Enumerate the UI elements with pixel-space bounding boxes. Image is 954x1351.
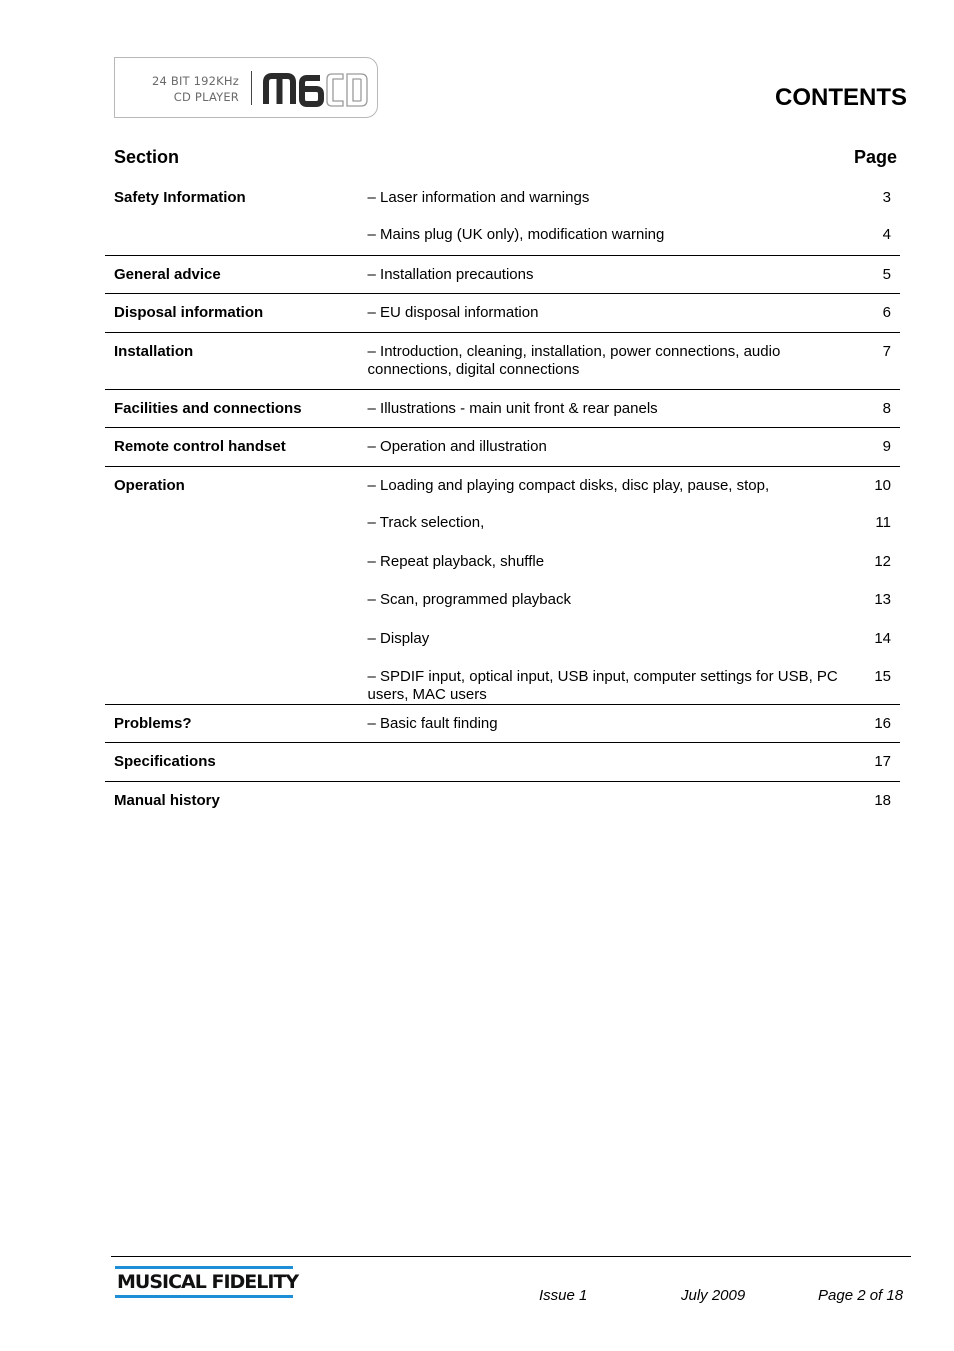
toc-row [105,178,900,216]
toc-page: 9 [874,427,900,466]
toc-section: Problems? [105,705,368,743]
toc-topic: – Basic fault finding [368,705,875,743]
toc-row [105,705,900,743]
toc-topic: – SPDIF input, optical input, USB input, computer settings for USB, PC users, MAC users [367,668,838,703]
toc-topic: – Laser information and warnings [367,189,590,206]
toc-section: Facilities and connections [105,389,368,427]
toc-topic: – Track selection, [367,514,485,531]
contents-table [105,178,900,820]
toc-section: Specifications [105,743,368,782]
issue-date: July 2009 [681,1287,746,1304]
toc-topic: – Illustrations - main unit front & rear panels [368,389,875,427]
logo-spec-text [152,73,239,105]
logo-divider [251,71,252,105]
toc-page: 13 [874,591,891,608]
toc-section [105,581,368,620]
toc-page: 18 [874,782,900,820]
toc-topic: – Loading and playing compact disks, disc play, pause, stop, [368,466,875,504]
toc-row [105,293,900,332]
toc-section: Remote control handset [105,427,368,466]
toc-row [105,216,900,255]
logo-line-1: 24 BIT 192KHz [151,74,239,88]
toc-page: 14 [874,630,891,647]
m6cd-logo-mark [263,68,373,108]
section-column-header: Section [114,147,180,167]
toc-topic: – Repeat playback, shuffle [367,553,545,570]
toc-page: 6 [874,293,900,332]
toc-page: 5 [874,255,900,293]
toc-page: 10 [874,466,900,504]
toc-section: General advice [105,255,368,293]
toc-page: 16 [874,705,900,743]
toc-section [105,216,368,255]
toc-row [105,658,900,705]
toc-row [105,427,900,466]
toc-row [105,782,900,820]
page-column-header: Page [853,147,897,167]
toc-page: 3 [882,189,891,206]
toc-page: 8 [874,389,900,427]
brand-name: MUSICAL FIDELITY [117,1271,299,1293]
toc-row [105,466,900,504]
toc-row [105,504,900,543]
toc-page: 7 [874,332,900,389]
toc-section: Disposal information [105,293,368,332]
toc-topic: – Introduction, cleaning, installation, power connections, audio connections, digital connections [368,332,875,389]
toc-section [105,504,368,543]
toc-topic [368,782,875,820]
toc-page: 12 [874,553,891,570]
toc-section: Manual history [105,782,368,820]
toc-row [105,620,900,658]
toc-page: 4 [882,226,891,243]
page-title: CONTENTS [775,84,907,111]
toc-row [105,255,900,293]
page-number: Page 2 of 18 [818,1287,904,1304]
toc-section: Installation [105,332,368,389]
toc-topic: – Operation and illustration [368,427,875,466]
toc-topic: – Scan, programmed playback [367,591,571,608]
logo-line-2: CD PLAYER [173,90,239,104]
toc-page: 11 [875,514,891,531]
toc-topic: – Display [367,630,430,647]
toc-topic [368,743,875,782]
toc-topic: – Installation precautions [368,255,875,293]
toc-section: Safety Information [114,189,246,206]
toc-row [105,581,900,620]
toc-topic: – EU disposal information [368,293,875,332]
issue-label: Issue 1 [539,1287,588,1304]
toc-row [105,743,900,782]
toc-row [105,543,900,581]
toc-page: 17 [874,743,900,782]
toc-page: 15 [874,668,891,685]
toc-section [105,658,368,705]
toc-row [105,389,900,427]
brand-bar-bottom [115,1295,293,1298]
toc-row [105,332,900,389]
footer-divider [111,1256,911,1257]
toc-topic: – Mains plug (UK only), modification warning [367,226,665,243]
product-logo [114,57,378,118]
toc-section [105,620,368,658]
toc-section [105,543,368,581]
toc-section: Operation [105,466,368,504]
musical-fidelity-logo [115,1266,299,1298]
